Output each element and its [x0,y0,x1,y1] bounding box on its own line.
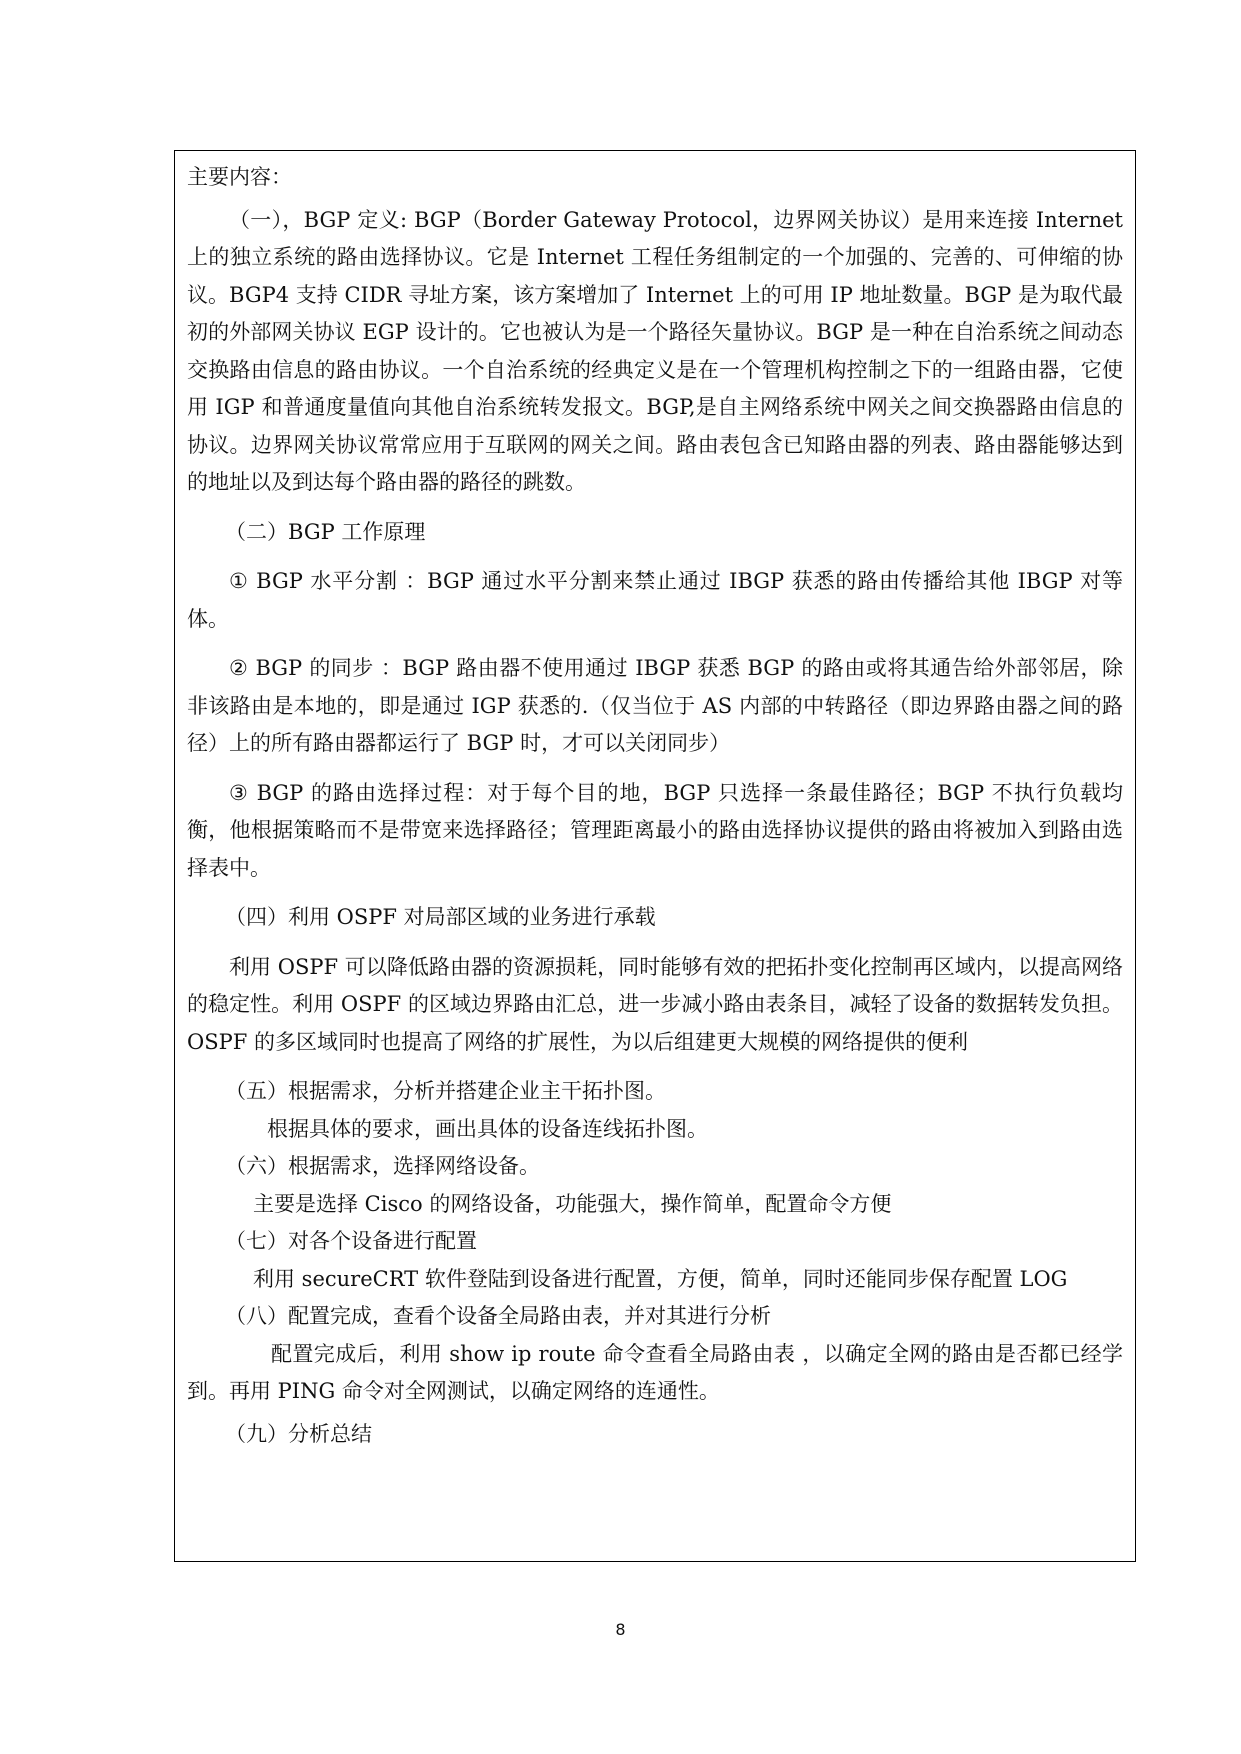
principle-split-horizon: ① BGP 水平分割 ：BGP 通过水平分割来禁止通过 IBGP 获悉的路由传播给其他 IBGP 对等体。 [187,569,1123,631]
content-box [174,150,1136,1562]
section-config-body: 利用 secureCRT 软件登陆到设备进行配置，方便，简单，同时还能同步保存配置 LOG [253,1266,1068,1291]
section-routing-table-body: 配置完成后，利用 show ip route 命令查看全局路由表 ，以确定全网的路由是否都已经学到。再用 PING 命令对全网测试，以确定网络的连通性。 [187,1341,1123,1403]
principle-route-selection: ③ BGP 的路由选择过程：对于每个目的地，BGP 只选择一条最佳路径；BGP 不执行负载均衡，他根据策略而不是带宽来选择路径；管理距离最小的路由选择协议提供的路由将被加入到路由选择表中。 [187,780,1123,880]
content-body [187,159,1123,1453]
principle-sync: ② BGP 的同步 ：BGP 路由器不使用通过 IBGP 获悉 BGP 的路由或将其通告给外部邻居，除非该路由是本地的，即是通过 IGP 获悉的.（仅当位于 AS 内部的中转路径（即边界路由器之间的路径）上的所有路由器都运行了 BGP 时，才可以关闭同步） [187,656,1123,755]
section-bgp-definition: （一），BGP 定义: BGP（Border Gateway Protocol，边界网关协议）是用来连接 Internet 上的独立系统的路由选择协议。它是 Internet 工程任务组制定的一个加强的、完善的、可伸缩的协议。BGP4 支持 CIDR 寻址方案，该方案增加了 Internet 上的可用 IP 地址数量。BGP 是为取代最初的外部网关协议 EGP 设计的。它也被认为是一个路径矢量协议。BGP 是一种在自治系统之间动态交换路由信息的路由协议。一个自治系统的经典定义是在一个管理机构控制之下的一组路由器，它使用 IGP 和普通度量值向其他自治系统转发报文。BGP,是自主网络系统中网关之间交换器路由信息的协议。边界网关协议常常应用于互联网的网关之间。路由表包含已知路由器的列表、路由器能够达到的地址以及到达每个路由器的路径的跳数。 [187,207,1123,494]
section-ospf-title: （四）利用 OSPF 对局部区域的业务进行承载 [225,905,656,929]
main-heading: 主要内容： [187,165,292,189]
section-summary-title: （九）分析总结 [225,1421,372,1446]
section-devices-body: 主要是选择 Cisco 的网络设备，功能强大，操作简单，配置命令方便 [253,1191,892,1216]
section-config-title: （七）对各个设备进行配置 [225,1229,477,1253]
page-number: 8 [615,1620,626,1639]
section-topology-title: （五）根据需求，分析并搭建企业主干拓扑图。 [225,1079,666,1103]
section-ospf-body: 利用 OSPF 可以降低路由器的资源损耗，同时能够有效的把拓扑变化控制再区域内，以提高网络的稳定性。利用 OSPF 的区域边界路由汇总，进一步减小路由表条目，减轻了设备的数据转发负担。OSPF 的多区域同时也提高了网络的扩展性，为以后组建更大规模的网络提供的便利 [187,954,1123,1054]
section-routing-table-title: （八）配置完成，查看个设备全局路由表，并对其进行分析 [225,1304,771,1328]
section-topology-body: 根据具体的要求，画出具体的设备连线拓扑图。 [267,1116,708,1141]
section-bgp-principle-title: （二）BGP 工作原理 [225,519,426,544]
section-devices-title: （六）根据需求，选择网络设备。 [225,1154,540,1178]
